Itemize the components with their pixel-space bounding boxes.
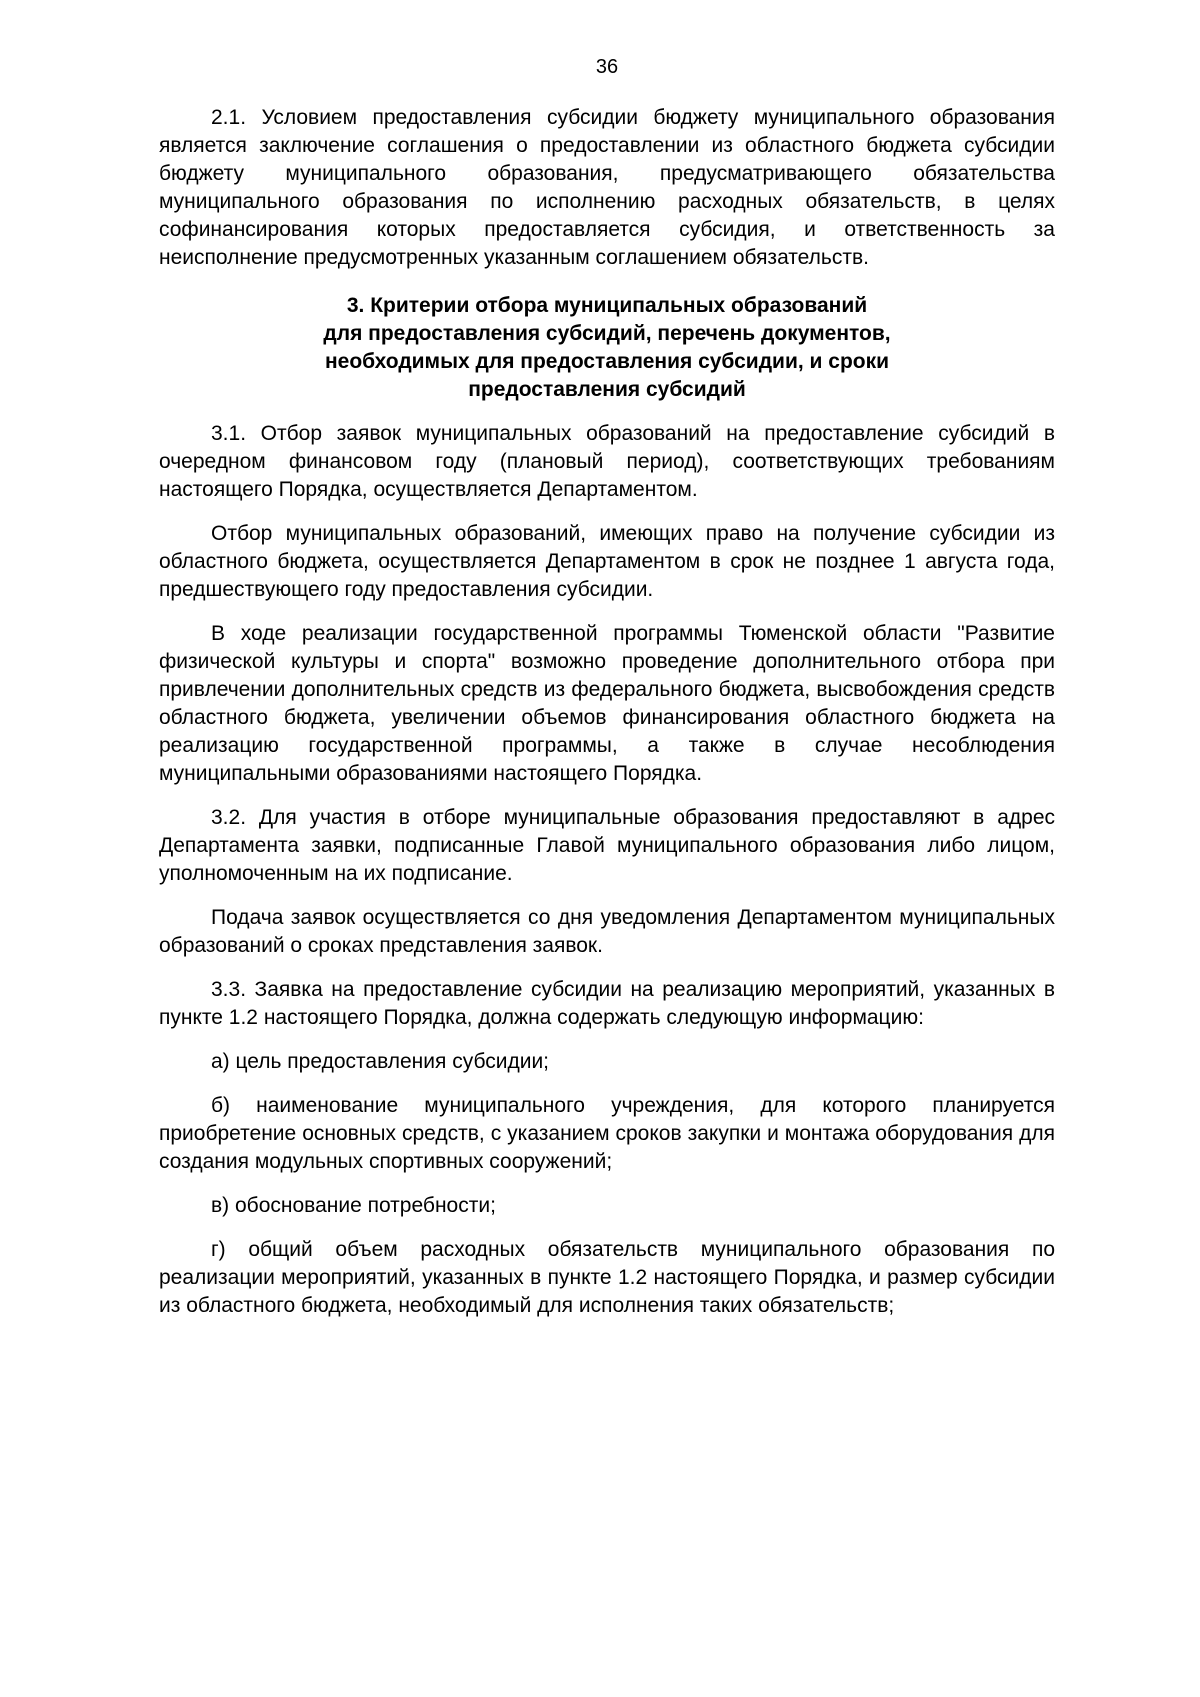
paragraph-selection-deadline: Отбор муниципальных образований, имеющих право на получение субсидии из областного бюджета, осуществляется Департаментом в срок не позднее 1 августа года, предшествующего году предоставления субсидии. (159, 522, 1055, 601)
paragraph-3-3: 3.3. Заявка на предоставление субсидии на реализацию мероприятий, указанных в пункте 1.2 настоящего Порядка, должна содержать следующую информацию: (159, 978, 1055, 1029)
paragraph-additional-selection: В ходе реализации государственной программы Тюменской области "Развитие физической культуры и спорта" возможно проведение дополнительного отбора при привлечении дополнительных средств из федерального бюджета, высвобождения средств областного бюджета, увеличении объемов финансирования областного бюджета на реализацию государственной программы, а также в случае несоблюдения муниципальными образованиями настоящего Порядка. (159, 622, 1055, 785)
section-heading (159, 292, 1055, 404)
list-item-v: в) обоснование потребности; (211, 1194, 496, 1217)
document-body (159, 104, 1055, 1336)
section-heading-line: предоставления субсидий (468, 378, 746, 401)
list-item-g: г) общий объем расходных обязательств муниципального образования по реализации мероприятий, указанных в пункте 1.2 настоящего Порядка, и размер субсидии из областного бюджета, необходимый для исполнения таких обязательств; (159, 1238, 1055, 1317)
list-item-b: б) наименование муниципального учреждения, для которого планируется приобретение основных средств, с указанием сроков закупки и монтажа оборудования для создания модульных спортивных сооружений; (159, 1094, 1055, 1173)
section-heading-line: для предоставления субсидий, перечень документов, (323, 322, 891, 345)
paragraph-2-1: 2.1. Условием предоставления субсидии бюджету муниципального образования является заключение соглашения о предоставлении из областного бюджета субсидии бюджету муниципального образования, предусматривающего обязательства муниципального образования по исполнению расходных обязательств, в целях софинансирования которых предоставляется субсидия, и ответственность за неисполнение предусмотренных указанным соглашением обязательств. (159, 106, 1055, 269)
section-heading-line: необходимых для предоставления субсидии, и сроки (324, 350, 890, 373)
list-item-a: а) цель предоставления субсидии; (211, 1050, 550, 1073)
paragraph-submission: Подача заявок осуществляется со дня уведомления Департаментом муниципальных образований о сроках представления заявок. (159, 906, 1055, 957)
paragraph-3-1: 3.1. Отбор заявок муниципальных образований на предоставление субсидий в очередном финансовом году (плановый период), соответствующих требованиям настоящего Порядка, осуществляется Департаментом. (159, 422, 1055, 501)
paragraph-3-2: 3.2. Для участия в отборе муниципальные образования предоставляют в адрес Департамента заявки, подписанные Главой муниципального образования либо лицом, уполномоченным на их подписание. (159, 806, 1055, 885)
page-number: 36 (595, 56, 619, 78)
section-heading-line: 3. Критерии отбора муниципальных образований (346, 294, 868, 317)
